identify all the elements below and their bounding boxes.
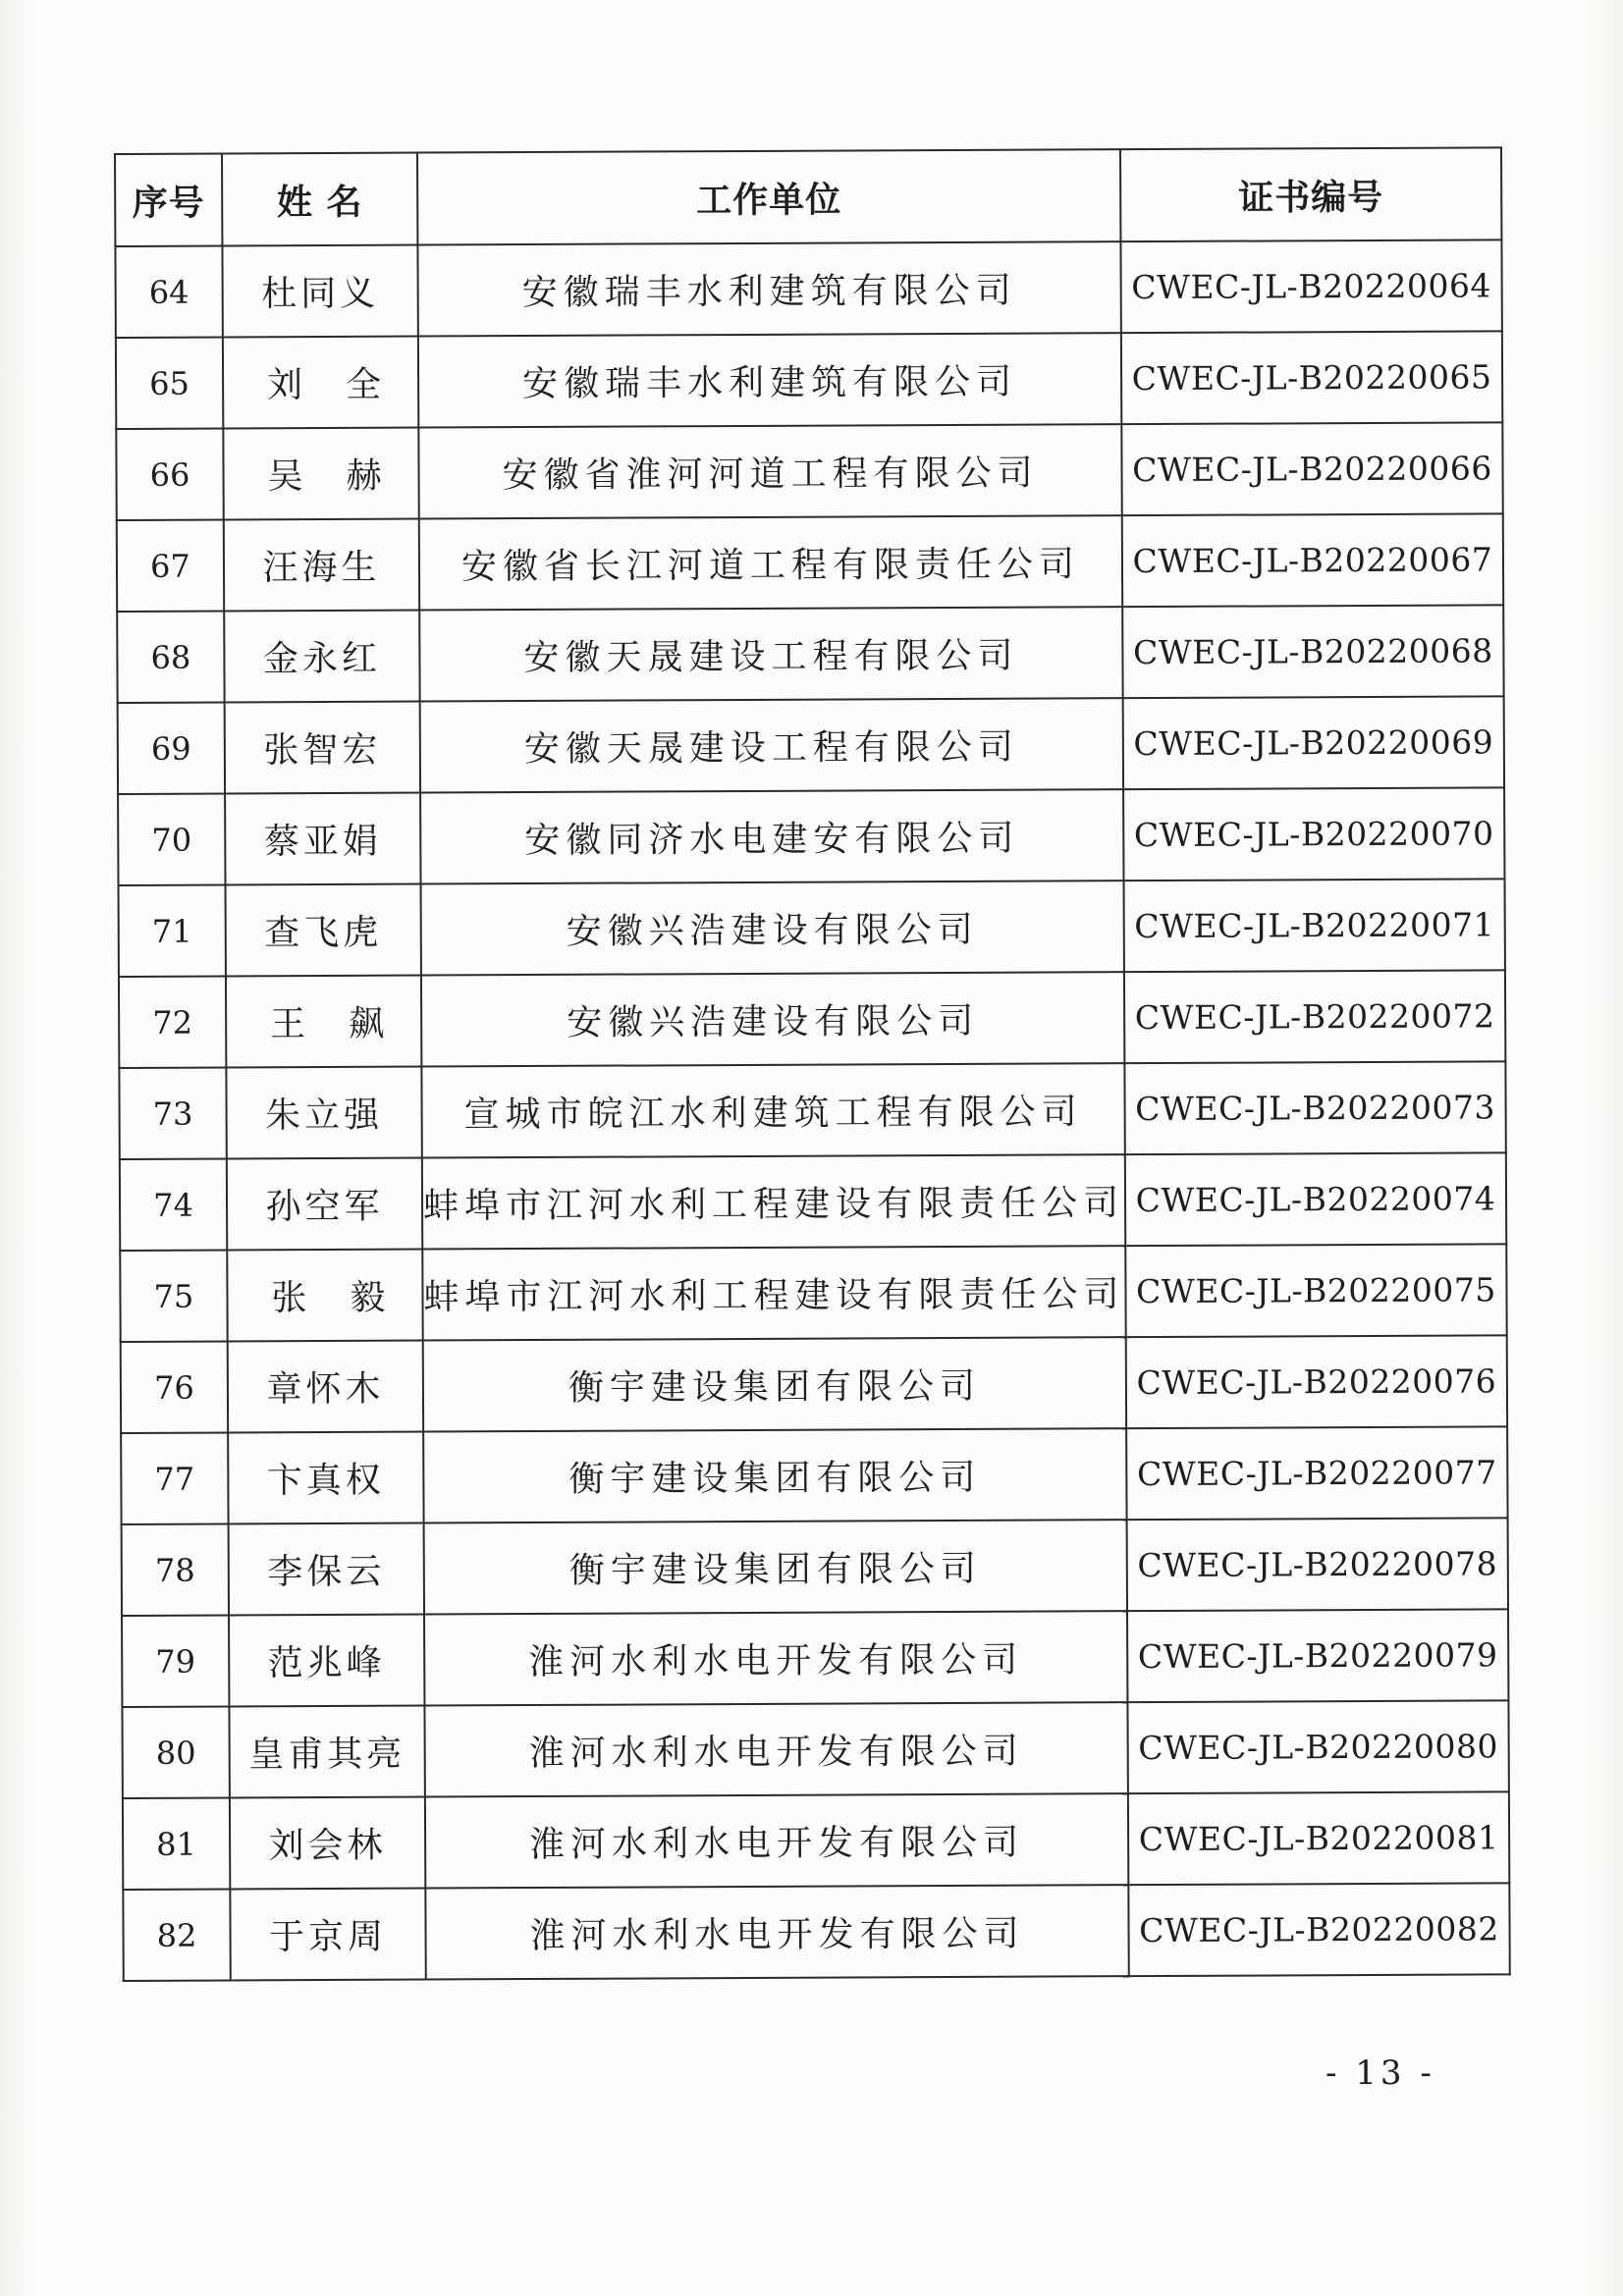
table-row — [119, 879, 1505, 977]
table-row — [119, 970, 1505, 1068]
page-number: - 13 - — [1325, 2054, 1435, 2093]
table-row — [118, 696, 1504, 794]
row-index: 69 — [118, 702, 225, 794]
row-name: 吴赫 — [223, 428, 418, 520]
row-index: 72 — [119, 976, 226, 1068]
row-name: 朱立强 — [226, 1067, 421, 1159]
row-name: 范兆峰 — [229, 1615, 424, 1707]
row-index: 73 — [119, 1067, 226, 1159]
table-row — [116, 422, 1502, 520]
table-body — [115, 240, 1509, 1981]
row-employer: 蚌埠市江河水利工程建设有限责任公司 — [422, 1154, 1125, 1249]
row-certificate: CWEC-JL-B20220070 — [1123, 787, 1504, 881]
row-index: 74 — [120, 1158, 227, 1251]
row-employer: 安徽瑞丰水利建筑有限公司 — [418, 333, 1121, 427]
header-employer: 工作单位 — [417, 149, 1120, 244]
row-employer: 安徽兴浩建设有限公司 — [421, 972, 1124, 1066]
row-name: 王飙 — [226, 976, 421, 1068]
row-index: 67 — [117, 519, 224, 612]
row-employer: 淮河水利水电开发有限公司 — [424, 1702, 1127, 1796]
row-certificate: CWEC-JL-B20220078 — [1127, 1518, 1508, 1611]
certificate-roster-table — [114, 146, 1511, 1982]
row-certificate: CWEC-JL-B20220081 — [1128, 1791, 1509, 1885]
row-certificate: CWEC-JL-B20220080 — [1127, 1700, 1508, 1793]
row-index: 78 — [122, 1523, 229, 1616]
row-employer: 衡宇建设集团有限公司 — [423, 1428, 1126, 1522]
row-index: 75 — [120, 1250, 227, 1342]
table-row — [117, 605, 1503, 703]
row-certificate: CWEC-JL-B20220069 — [1123, 696, 1504, 789]
row-index: 77 — [121, 1432, 228, 1524]
table-row — [120, 1244, 1506, 1342]
table-row — [122, 1609, 1508, 1707]
row-index: 68 — [117, 611, 224, 703]
table-header-row — [115, 147, 1501, 246]
row-name: 刘会林 — [230, 1797, 425, 1890]
row-name: 卞真权 — [228, 1432, 423, 1524]
row-employer: 安徽天晟建设工程有限公司 — [420, 698, 1123, 792]
row-index: 71 — [119, 884, 226, 977]
row-employer: 淮河水利水电开发有限公司 — [424, 1611, 1127, 1705]
row-certificate: CWEC-JL-B20220064 — [1120, 240, 1501, 333]
header-index: 序号 — [115, 153, 222, 246]
row-certificate: CWEC-JL-B20220076 — [1126, 1335, 1507, 1428]
row-index: 79 — [122, 1615, 229, 1707]
row-index: 65 — [116, 337, 223, 429]
row-index: 70 — [118, 793, 225, 885]
row-employer: 安徽省长江河道工程有限责任公司 — [419, 515, 1122, 610]
row-certificate: CWEC-JL-B20220066 — [1121, 422, 1502, 515]
row-employer: 宣城市皖江水利建筑工程有限公司 — [421, 1063, 1124, 1157]
row-employer: 衡宇建设集团有限公司 — [423, 1337, 1126, 1431]
row-index: 76 — [121, 1341, 228, 1433]
row-certificate: CWEC-JL-B20220073 — [1124, 1061, 1505, 1154]
table-row — [118, 787, 1504, 885]
row-certificate: CWEC-JL-B20220067 — [1122, 513, 1503, 607]
row-name: 李保云 — [229, 1523, 424, 1616]
row-certificate: CWEC-JL-B20220075 — [1125, 1244, 1506, 1337]
table-row — [121, 1335, 1507, 1433]
row-index: 66 — [116, 428, 223, 520]
table-row — [116, 331, 1502, 429]
row-employer: 蚌埠市江河水利工程建设有限责任公司 — [422, 1246, 1125, 1340]
row-employer: 安徽天晟建设工程有限公司 — [419, 607, 1122, 701]
table-row — [123, 1791, 1509, 1890]
row-employer: 安徽同济水电建安有限公司 — [420, 789, 1123, 883]
row-certificate: CWEC-JL-B20220079 — [1127, 1609, 1508, 1702]
header-certificate: 证书编号 — [1120, 147, 1501, 241]
row-certificate: CWEC-JL-B20220074 — [1125, 1152, 1506, 1246]
row-certificate: CWEC-JL-B20220072 — [1124, 970, 1505, 1063]
row-certificate: CWEC-JL-B20220082 — [1128, 1883, 1509, 1976]
table-row — [121, 1426, 1507, 1524]
row-index: 82 — [123, 1889, 230, 1981]
row-name: 查飞虎 — [226, 884, 421, 977]
row-name: 金永红 — [224, 611, 419, 703]
row-certificate: CWEC-JL-B20220077 — [1126, 1426, 1507, 1520]
row-employer: 淮河水利水电开发有限公司 — [425, 1885, 1128, 1979]
row-index: 64 — [115, 245, 222, 338]
table-row — [119, 1061, 1505, 1159]
row-employer: 淮河水利水电开发有限公司 — [425, 1793, 1128, 1888]
row-employer: 衡宇建设集团有限公司 — [424, 1520, 1127, 1614]
row-name: 杜同义 — [222, 245, 417, 338]
table-row — [120, 1152, 1506, 1251]
table-row — [122, 1700, 1508, 1798]
table-row — [115, 240, 1501, 338]
row-name: 孙空军 — [227, 1158, 422, 1251]
row-name: 于京周 — [230, 1889, 425, 1981]
row-index: 80 — [122, 1706, 229, 1798]
row-name: 皇甫其亮 — [229, 1706, 424, 1798]
row-employer: 安徽兴浩建设有限公司 — [421, 881, 1124, 975]
row-employer: 安徽省淮河河道工程有限公司 — [418, 424, 1121, 518]
row-employer: 安徽瑞丰水利建筑有限公司 — [417, 241, 1120, 336]
table-row — [117, 513, 1503, 612]
row-name: 汪海生 — [224, 519, 419, 612]
row-certificate: CWEC-JL-B20220065 — [1121, 331, 1502, 424]
row-name: 张毅 — [227, 1250, 422, 1342]
row-certificate: CWEC-JL-B20220071 — [1124, 879, 1505, 972]
row-name: 刘全 — [223, 337, 418, 429]
row-certificate: CWEC-JL-B20220068 — [1122, 605, 1503, 698]
row-index: 81 — [123, 1797, 230, 1890]
row-name: 张智宏 — [225, 702, 420, 794]
row-name: 蔡亚娟 — [225, 793, 420, 885]
row-name: 章怀木 — [228, 1341, 423, 1433]
table-row — [122, 1518, 1508, 1616]
header-name: 姓 名 — [222, 153, 417, 246]
table-row — [123, 1883, 1509, 1981]
